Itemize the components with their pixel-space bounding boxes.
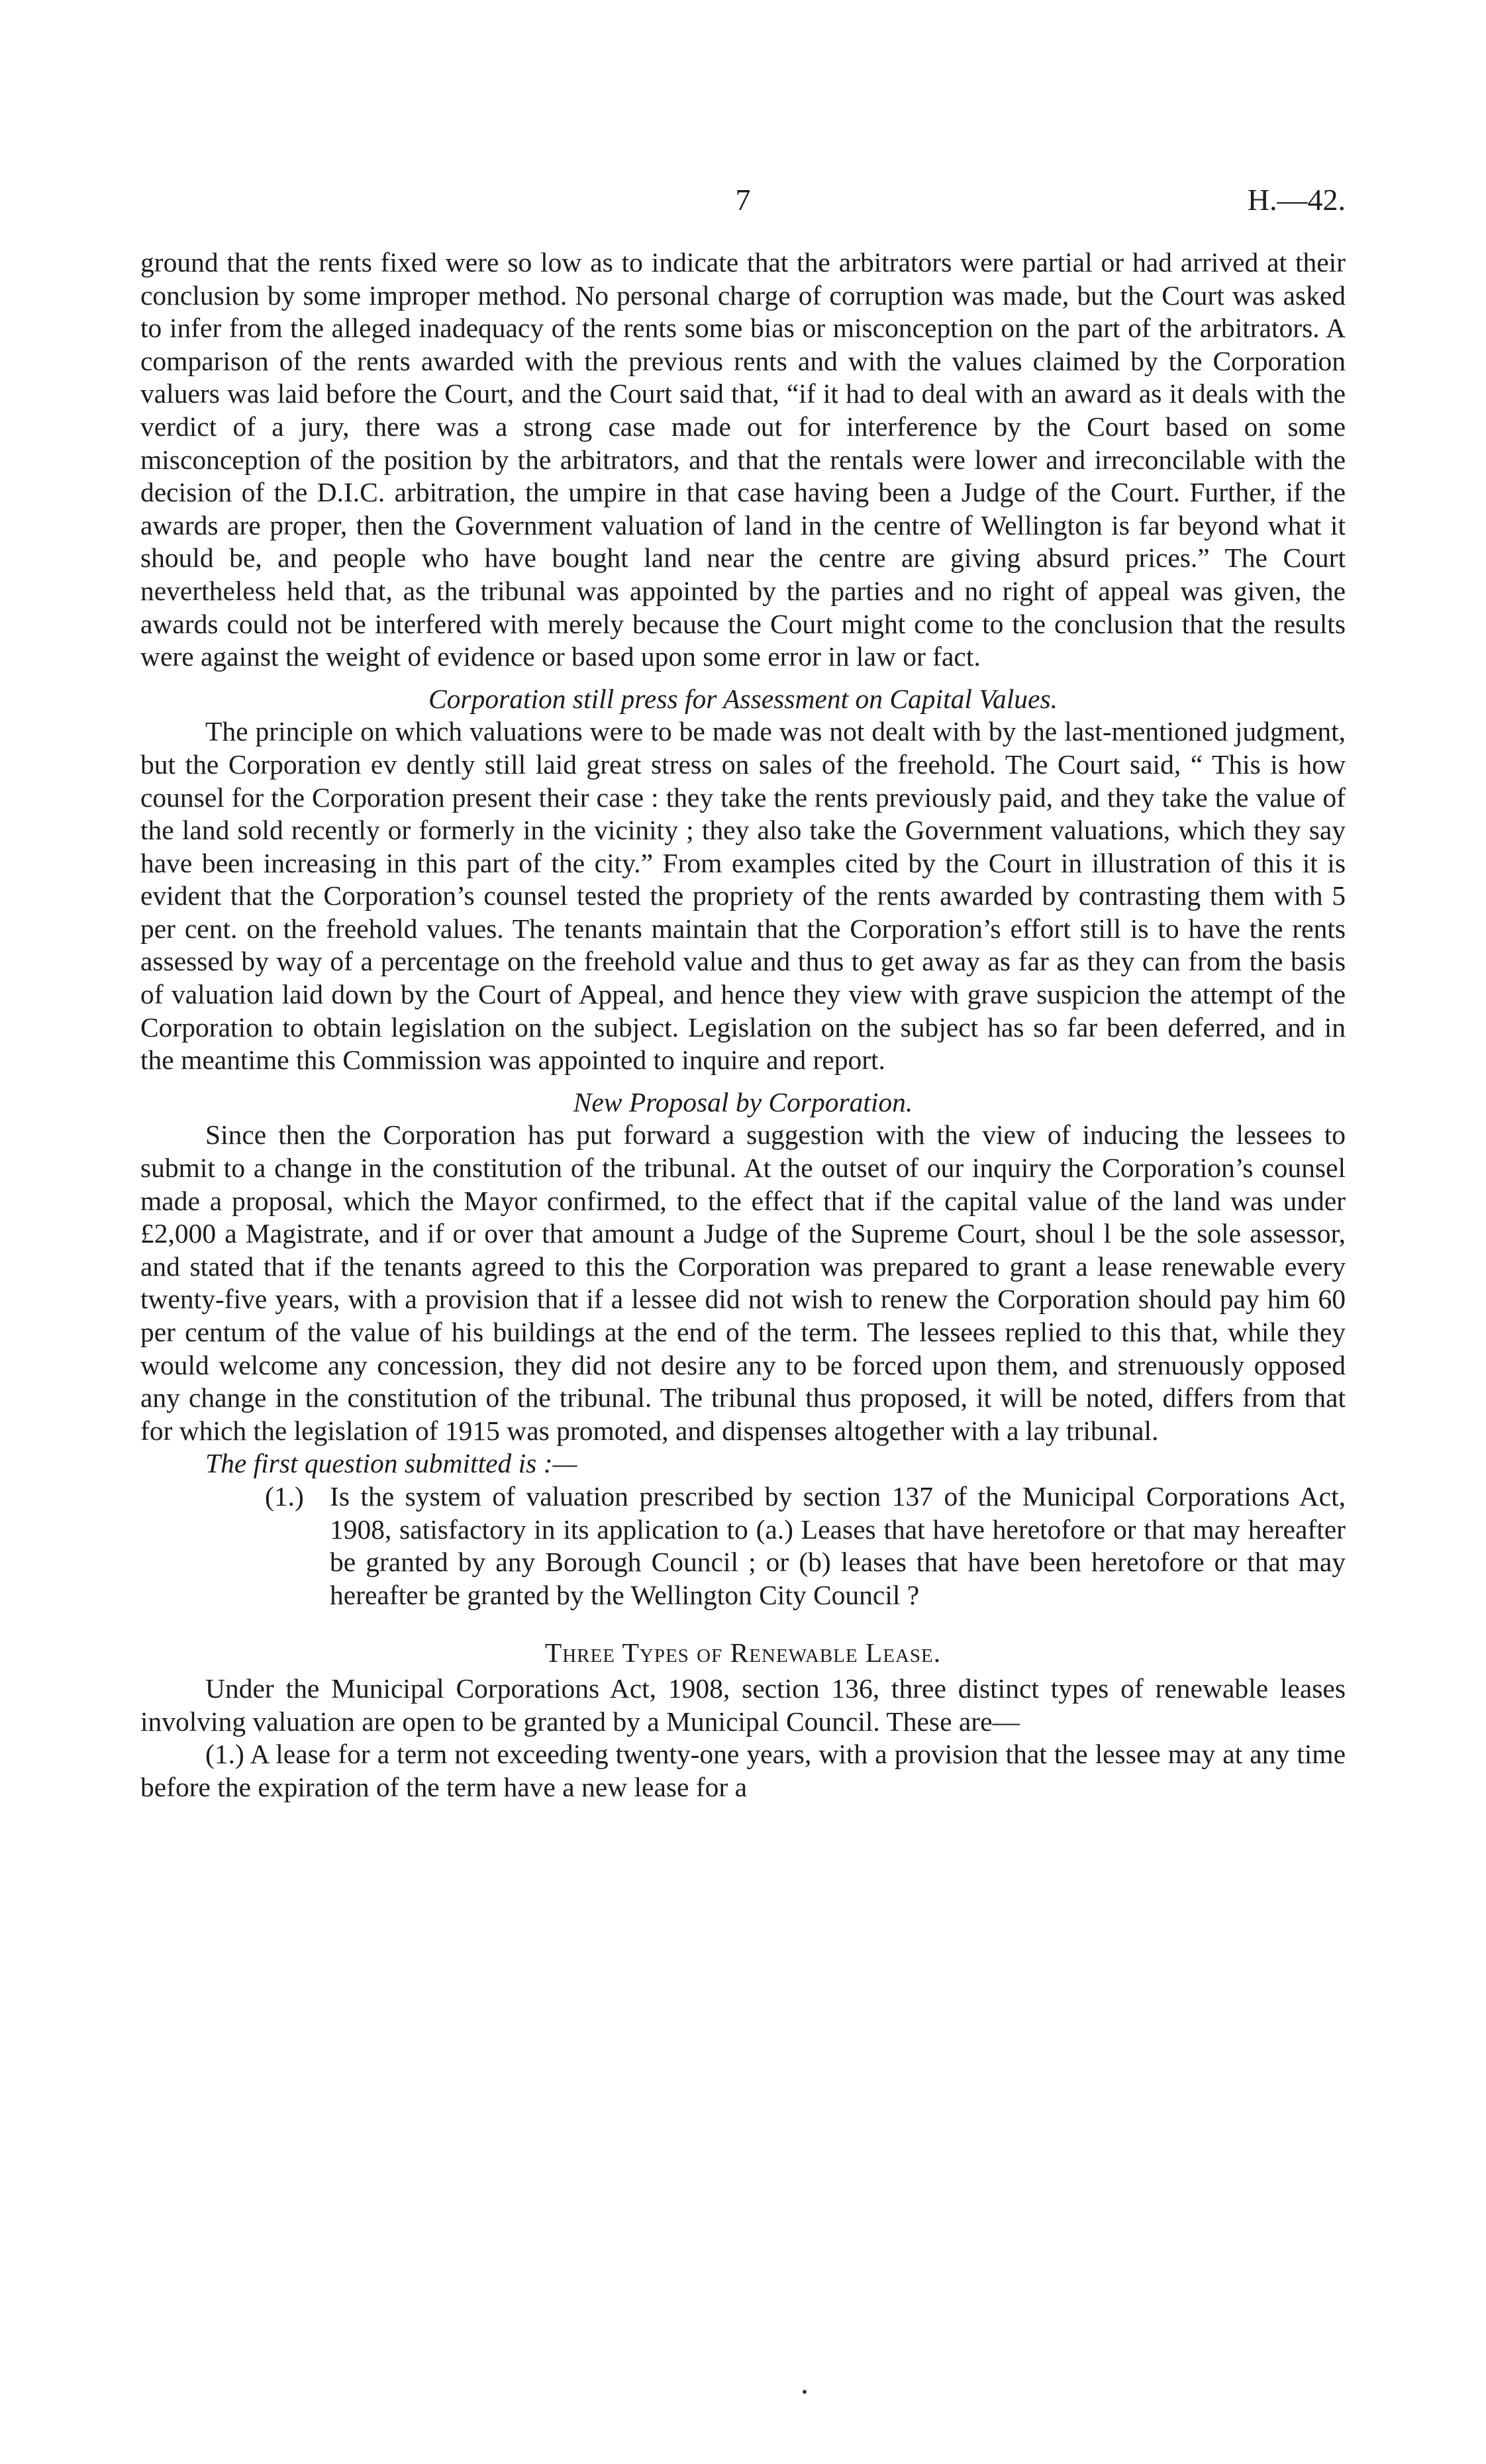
section-heading-new-proposal: New Proposal by Corporation. [573,1086,913,1117]
page-header [140,182,1346,222]
paragraph-principle: The principle on which valuations were to be made was not dealt with by the last-mentioned judgment, but the Corporation ev dently still laid great stress on sales of the freehold. The Court said, “ This is how counsel for the Corporation present their case : they take the rents previously paid, and they take the value of the land sold recently or formerly in the vicinity ; they also take the Government valuations, which they say have been increasing in this part of the city.” From examples cited by the Court in illustration of this it is evident that the Corporation’s counsel tested the propriety of the rents awarded by contrasting them with 5 per cent. on the freehold values. The tenants maintain that the Corporation’s effort still is to have the rents assessed by way of a percentage on the freehold value and thus to get away as far as they can from the basis of valuation laid down by the Court of Appeal, and hence they view with grave suspicion the attempt of the Corporation to obtain legislation on the subject. Legislation on the subject has so far been deferred, and in the meantime this Commission was appointed to inquire and report. [140,716,1346,1076]
paragraph-continuation: ground that the rents fixed were so low as to indicate that the arbitrators were partial or had arrived at their conclusion by some improper method. No personal charge of corruption was made, but the Court was asked to infer from the alleged inadequacy of the rents some bias or misconception on the part of the arbitrators. A comparison of the rents awarded with the previous rents and with the values claimed by the Corporation valuers was laid before the Court, and the Court said that, “if it had to deal with an award as it deals with the verdict of a jury, there was a strong case made out for interference by the Court based on some misconception of the position by the arbitrators, and that the rentals were lower and irreconcilable with the decision of the D.I.C. arbitration, the umpire in that case having been a Judge of the Court. Further, if the awards are proper, then the Government valuation of land in the centre of Wellington is far beyond what it should be, and people who have bought land near the centre are giving absurd prices.” The Court nevertheless held that, as the tribunal was appointed by the parties and no right of appeal was given, the awards could not be interfered with merely because the Court might come to the conclusion that the results were against the weight of evidence or based upon some error in law or fact. [140,247,1346,672]
section-heading-capital-values: Corporation still press for Assessment on Capital Values. [428,683,1058,714]
paragraph-new-proposal: Since then the Corporation has put forward a suggestion with the view of inducing the lessees to submit to a change in the constitution of the tribunal. At the outset of our inquiry the Corporation’s counsel made a proposal, which the Mayor confirmed, to the effect that if the capital value of the land was under £2,000 a Magistrate, and if or over that amount a Judge of the Supreme Court, shoul l be the sole assessor, and stated that if the tenants agreed to this the Corporation was prepared to grant a lease renewable every twenty-five years, with a provision that if a lessee did not wish to renew the Corporation should pay him 60 per centum of the value of his buildings at the end of the term. The lessees replied to this that, while they would welcome any concession, they did not desire any to be forced upon them, and strenuously opposed any change in the constitution of the tribunal. The tribunal thus proposed, it will be noted, differs from that for which the legislation of 1915 was promoted, and dispenses altogether with a lay tribunal. [140,1119,1346,1446]
question-text: Is the system of valuation prescribed by section 137 of the Municipal Corporations Act, 1908, satisfactory in its application to (a.) Leases that have heretofore or that may hereafter be granted by any Borough Council ; or (b) leases that have been heretofore or that may hereafter be granted by the Wellington City Council ? [330,1480,1346,1610]
stray-mark [803,2390,807,2394]
section-heading-renewable-lease: Three Types of Renewable Lease. [544,1637,942,1668]
body-text [140,246,1346,1804]
paragraph-lease-types: Under the Municipal Corporations Act, 1908, section 136, three distinct types of renewable leases involving valuation are open to be granted by a Municipal Council. These are— [140,1672,1346,1737]
question-item [265,1480,1346,1612]
question-number: (1.) [265,1480,304,1512]
page-number: 7 [735,183,751,217]
first-question-lead: The first question submitted is :— [205,1448,577,1479]
document-reference: H.—42. [1247,183,1346,217]
paragraph-lease-one: (1.) A lease for a term not exceeding twenty-one years, with a provision that the lessee may at any time before the expiration of the term have a new lease for a [140,1739,1346,1802]
